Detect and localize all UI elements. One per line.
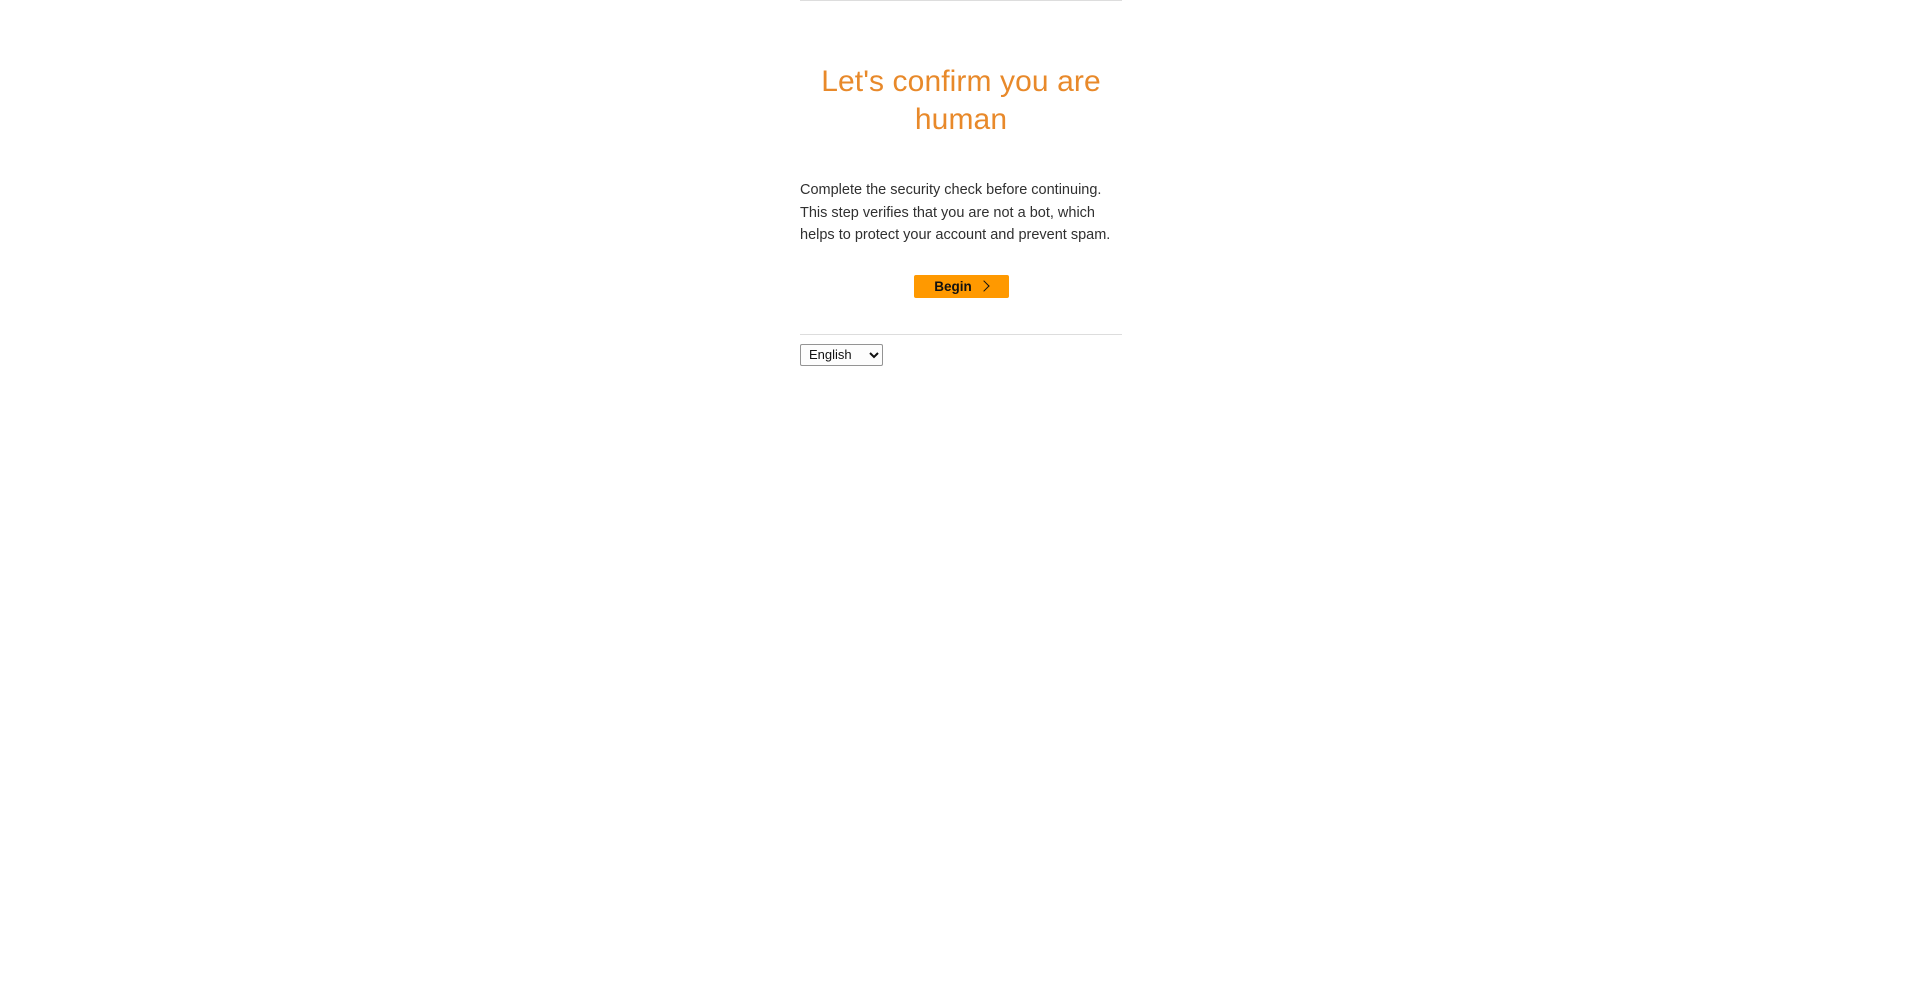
language-select[interactable] [800, 344, 883, 366]
captcha-container [800, 0, 1122, 366]
begin-button-row [800, 247, 1122, 298]
language-row [800, 335, 1122, 366]
chevron-right-icon [978, 280, 989, 291]
begin-button[interactable] [914, 275, 1009, 298]
page-title: Let's confirm you are human [821, 65, 1101, 136]
begin-button-label: Begin [934, 278, 972, 294]
captcha-description: Complete the security check before continuing. This step verifies that you are not a bot, which helps to protect your account and prevent spam. [800, 182, 1111, 243]
